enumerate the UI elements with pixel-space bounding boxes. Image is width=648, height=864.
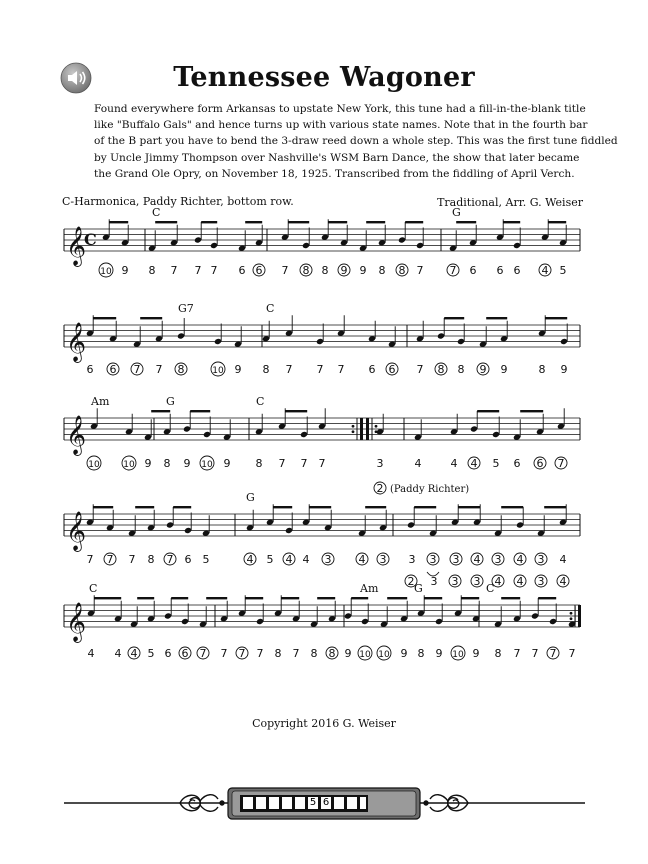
note-beam <box>281 597 299 599</box>
note-beam <box>328 221 347 223</box>
tab-number: 6 <box>513 457 521 470</box>
tab-number: 7 <box>318 457 326 470</box>
tab-number: 6 <box>469 264 477 277</box>
time-signature: C <box>84 230 97 249</box>
tab-number: 6 <box>184 553 192 566</box>
tab-number: 7 <box>416 363 424 376</box>
tab-number: 5 <box>559 264 567 277</box>
tab-number: 6 <box>238 264 246 277</box>
tab-number: 8 <box>274 647 282 660</box>
tab-number: 8 <box>262 363 270 376</box>
tab-number: 10 <box>123 460 135 470</box>
tab-number: 5 <box>492 457 500 470</box>
tab-number: 7 <box>278 457 286 470</box>
page-number-right: 6 <box>322 797 330 808</box>
tab-number: 3 <box>451 575 459 588</box>
tab-number: 7 <box>513 647 521 660</box>
tab-number: 4 <box>473 553 481 566</box>
tab-number: 3 <box>537 575 545 588</box>
tab-number: 4 <box>285 553 293 566</box>
tab-number: 7 <box>238 647 246 660</box>
tab-number: 7 <box>199 647 207 660</box>
note-beam <box>538 597 556 599</box>
note-beam <box>365 506 386 508</box>
treble-clef-icon: 𝄞 <box>66 602 87 642</box>
chord-symbol: G <box>246 491 255 504</box>
tab-number: 6 <box>109 363 117 376</box>
tab-number: 8 <box>321 264 329 277</box>
tab-number: 8 <box>302 264 310 277</box>
tab-number: 8 <box>437 363 445 376</box>
tab-number: 7 <box>133 363 141 376</box>
chord-symbol: C <box>256 395 265 408</box>
song-title: Tennessee Wagoner <box>173 62 475 93</box>
treble-clef-icon: 𝄞 <box>66 322 87 362</box>
note-beam <box>155 221 177 223</box>
tab-number: 9 <box>121 264 129 277</box>
bend-hole-number: 2 <box>376 482 384 495</box>
tab-number: 5 <box>147 647 155 660</box>
tab-number: 7 <box>292 647 300 660</box>
description-line: of the B part you have to bend the 3-draw reed down a whole step. This was the first tune fiddled <box>94 135 618 148</box>
tab-number: 9 <box>344 647 352 660</box>
tab-number: 9 <box>340 264 348 277</box>
tab-number: 7 <box>449 264 457 277</box>
tab-number: 9 <box>435 647 443 660</box>
note-beam <box>477 410 499 412</box>
tab-number: 8 <box>255 457 263 470</box>
tab-number: 3 <box>452 553 460 566</box>
note-beam <box>444 317 464 319</box>
description-line: Found everywhere form Arkansas to upstate New York, this tune had a fill-in-the-blank title <box>94 103 586 115</box>
tab-number: 7 <box>256 647 264 660</box>
tab-number: 8 <box>457 363 465 376</box>
chord-symbol: C <box>486 582 495 595</box>
chord-symbol: C <box>89 582 98 595</box>
note-beam <box>273 506 292 508</box>
tab-number: 7 <box>220 647 228 660</box>
tab-number: 6 <box>164 647 172 660</box>
note-beam <box>544 506 566 508</box>
note-beam <box>173 506 191 508</box>
tab-number: 9 <box>359 264 367 277</box>
note-beam <box>288 221 309 223</box>
chord-symbol: G7 <box>178 302 194 315</box>
tab-number: 8 <box>148 264 156 277</box>
tab-number: 9 <box>472 647 480 660</box>
tab-number: 9 <box>144 457 152 470</box>
repeat-dot <box>570 617 573 620</box>
note-beam <box>94 597 121 599</box>
tab-number: 10 <box>201 460 213 470</box>
tab-number: 10 <box>100 267 112 277</box>
tab-number: 6 <box>86 363 94 376</box>
chord-symbol: G <box>452 206 461 219</box>
tab-number: 6 <box>181 647 189 660</box>
chord-symbol: G <box>166 395 175 408</box>
note-beam <box>171 597 188 599</box>
description-line: like "Buffalo Gals" and hence turns up with various state names. Note that in the fourth bar <box>94 119 588 132</box>
tab-number: 7 <box>155 363 163 376</box>
tab-number: 7 <box>549 647 557 660</box>
note-beam <box>486 317 507 319</box>
tab-number: 7 <box>337 363 345 376</box>
tab-number: 7 <box>316 363 324 376</box>
note-beam <box>151 410 170 412</box>
note-beam <box>309 506 331 508</box>
arranger-credit: Traditional, Arr. G. Weiser <box>437 196 583 209</box>
treble-clef-icon: 𝄞 <box>66 226 87 266</box>
tab-number: 7 <box>285 363 293 376</box>
tab-number: 4 <box>358 553 366 566</box>
tab-number: 3 <box>376 457 384 470</box>
tab-number: 9 <box>400 647 408 660</box>
tab-number: 7 <box>557 457 565 470</box>
tab-number: 4 <box>414 457 422 470</box>
tab-number: 7 <box>531 647 539 660</box>
tab-number: 8 <box>328 647 336 660</box>
note-beam <box>351 597 368 599</box>
note-beam <box>545 317 567 319</box>
tab-number: 4 <box>470 457 478 470</box>
note-beam <box>135 506 154 508</box>
tab-number: 7 <box>568 647 576 660</box>
tab-number: 3 <box>494 553 502 566</box>
chord-symbol: Am <box>360 582 379 595</box>
note-beam <box>424 597 442 599</box>
tab-number: 7 <box>166 553 174 566</box>
tab-number: 6 <box>513 264 521 277</box>
note-beam <box>317 597 335 599</box>
tab-number: 8 <box>417 647 425 660</box>
tab-number: 6 <box>388 363 396 376</box>
tab-number: 3 <box>473 575 481 588</box>
tab-number: 3 <box>324 553 332 566</box>
tab-number: 4 <box>516 553 524 566</box>
tab-number: 5 <box>266 553 274 566</box>
thick-barline <box>366 418 369 440</box>
tab-number: 4 <box>494 575 502 588</box>
tab-number: 10 <box>88 460 100 470</box>
tab-number: 4 <box>559 553 567 566</box>
treble-clef-icon: 𝄞 <box>66 415 87 455</box>
tab-number: 9 <box>560 363 568 376</box>
tab-number: 6 <box>368 363 376 376</box>
tab-number: 4 <box>302 553 310 566</box>
note-beam <box>501 597 520 599</box>
repeat-dot <box>570 612 573 615</box>
note-beam <box>414 506 436 508</box>
tab-number: 9 <box>183 457 191 470</box>
tab-number: 4 <box>559 575 567 588</box>
tab-number: 7 <box>194 264 202 277</box>
tab-number: 4 <box>246 553 254 566</box>
bend-annotation: (Paddy Richter) <box>390 484 470 495</box>
description-line: by Uncle Jimmy Thompson over Nashville's WSM Barn Dance, the show that later became <box>94 151 580 164</box>
note-beam <box>245 221 262 223</box>
note-beam <box>503 221 520 223</box>
tab-number: 10 <box>378 650 390 660</box>
note-beam <box>366 221 385 223</box>
tab-number: 8 <box>378 264 386 277</box>
page-number-left: 5 <box>309 797 317 808</box>
tab-number: 8 <box>177 363 185 376</box>
tab-number: 9 <box>500 363 508 376</box>
tab-number: 9 <box>479 363 487 376</box>
chord-symbol: Am <box>91 395 110 408</box>
thick-barline <box>578 605 581 627</box>
tab-number: 4 <box>450 457 458 470</box>
tab-number: 4 <box>114 647 122 660</box>
tab-number: 8 <box>494 647 502 660</box>
tab-number: 3 <box>408 553 416 566</box>
note-beam <box>137 597 154 599</box>
repeat-dot <box>375 425 378 428</box>
tab-number: 6 <box>496 264 504 277</box>
tab-number: 9 <box>234 363 242 376</box>
repeat-dot <box>352 425 355 428</box>
chord-symbol: G <box>414 582 423 595</box>
tab-number: 8 <box>538 363 546 376</box>
tab-number: 7 <box>170 264 178 277</box>
note-beam <box>458 506 480 508</box>
tab-number: 9 <box>223 457 231 470</box>
tab-number: 7 <box>281 264 289 277</box>
thick-barline <box>360 418 363 440</box>
note-beam <box>93 506 113 508</box>
note-beam <box>109 221 128 223</box>
chord-symbol: C <box>266 302 275 315</box>
note-beam <box>387 597 407 599</box>
note-beam <box>201 221 217 223</box>
tab-number: 3 <box>430 575 438 588</box>
tab-number: 8 <box>147 553 155 566</box>
chord-symbol: C <box>152 206 161 219</box>
note-beam <box>405 221 423 223</box>
tab-number: 8 <box>163 457 171 470</box>
tab-number: 10 <box>212 366 224 376</box>
note-beam <box>285 410 307 412</box>
description-line: the Grand Ole Opry, on November 18, 1925. Transcribed from the fiddling of April Verch. <box>94 167 575 180</box>
note-beam <box>93 317 116 319</box>
tab-number: 3 <box>379 553 387 566</box>
tab-number: 7 <box>106 553 114 566</box>
tab-number: 3 <box>429 553 437 566</box>
note-beam <box>501 506 523 508</box>
instrument-credit: C-Harmonica, Paddy Richter, bottom row. <box>62 195 294 208</box>
repeat-dot <box>352 430 355 433</box>
treble-clef-icon: 𝄞 <box>66 511 87 551</box>
copyright-notice: Copyright 2016 G. Weiser <box>252 717 396 730</box>
tab-number: 10 <box>452 650 464 660</box>
note-beam <box>140 317 162 319</box>
tab-number: 4 <box>541 264 549 277</box>
tab-number: 4 <box>130 647 138 660</box>
tab-number: 6 <box>255 264 263 277</box>
tab-number: 8 <box>398 264 406 277</box>
tab-number: 3 <box>537 553 545 566</box>
tab-number: 7 <box>300 457 308 470</box>
tab-number: 6 <box>536 457 544 470</box>
tab-number: 7 <box>210 264 218 277</box>
tab-number: 5 <box>202 553 210 566</box>
note-beam <box>456 221 476 223</box>
note-beam <box>548 221 566 223</box>
tab-number: 7 <box>86 553 94 566</box>
note-beam <box>520 410 543 412</box>
note-beam <box>245 597 263 599</box>
note-beam <box>190 410 210 412</box>
tab-number: 4 <box>516 575 524 588</box>
tab-number: 4 <box>87 647 95 660</box>
note-beam <box>461 597 479 599</box>
tab-number: 7 <box>416 264 424 277</box>
tab-number: 8 <box>310 647 318 660</box>
tab-number: 7 <box>128 553 136 566</box>
note-beam <box>206 597 227 599</box>
tab-number: 2 <box>407 575 415 588</box>
tab-number: 10 <box>359 650 371 660</box>
